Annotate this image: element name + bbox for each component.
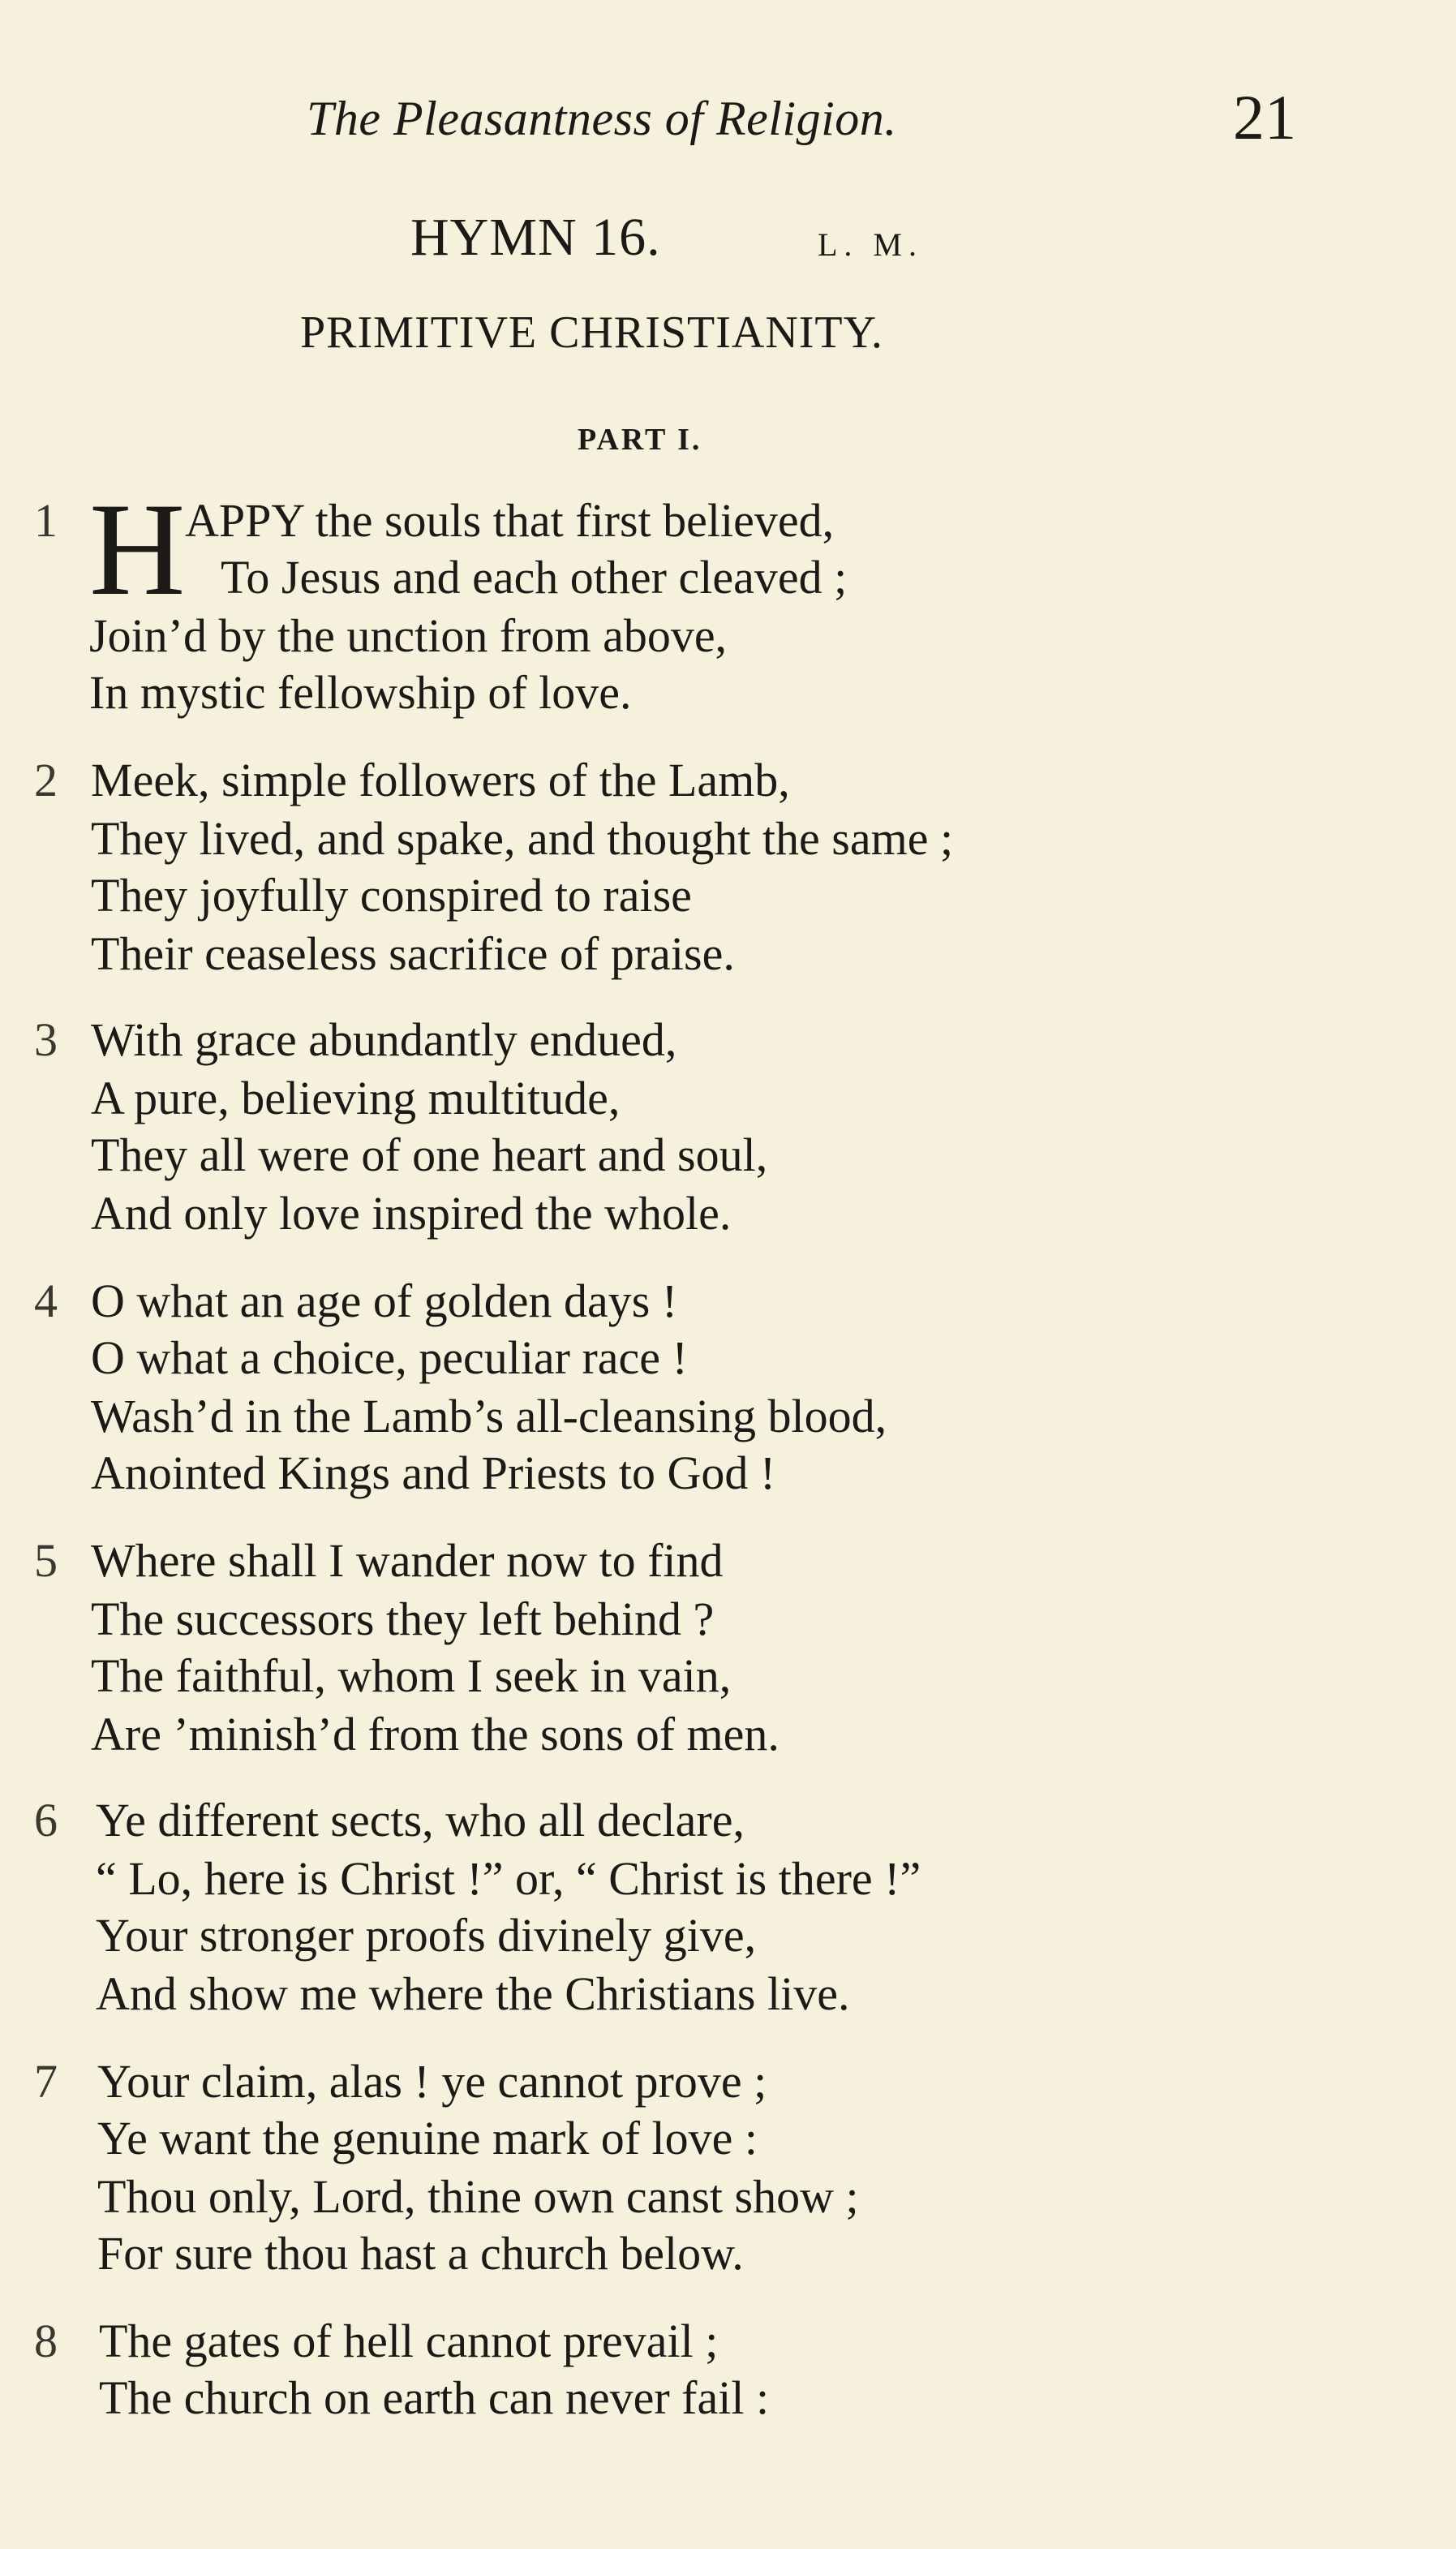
verse-line: To Jesus and each other cleaved ; bbox=[221, 551, 848, 604]
stanza-number: 8 bbox=[34, 2315, 58, 2367]
verse-line: They lived, and spake, and thought the same ; bbox=[91, 812, 954, 865]
hymn-meter: L. M. bbox=[818, 226, 923, 263]
verse-line: And show me where the Christians live. bbox=[96, 1967, 850, 2020]
part-heading: PART I. bbox=[578, 423, 702, 457]
stanza-number: 1 bbox=[34, 494, 58, 547]
verse-line: Anointed Kings and Priests to God ! bbox=[91, 1446, 776, 1499]
verse-line: Your stronger proofs divinely give, bbox=[96, 1909, 757, 1962]
stanza-number: 3 bbox=[34, 1013, 58, 1066]
stanza-number: 5 bbox=[34, 1534, 58, 1587]
hymn-title: HYMN 16. bbox=[410, 208, 661, 267]
verse-line: “ Lo, here is Christ !” or, “ Christ is there !” bbox=[96, 1852, 921, 1905]
verse-line: The faithful, whom I seek in vain, bbox=[91, 1649, 732, 1702]
verse-line: Where shall I wander now to find bbox=[91, 1534, 724, 1587]
verse-line: A pure, believing multitude, bbox=[91, 1072, 621, 1124]
verse-line: They joyfully conspired to raise bbox=[91, 869, 692, 922]
verse-line: The church on earth can never fail : bbox=[99, 2371, 770, 2424]
verse-line: The gates of hell cannot prevail ; bbox=[99, 2315, 719, 2367]
verse-line: O what an age of golden days ! bbox=[91, 1274, 678, 1327]
verse-line: Ye different sects, who all declare, bbox=[96, 1794, 745, 1846]
hymn-subtitle: PRIMITIVE CHRISTIANITY. bbox=[300, 307, 883, 358]
verse-line: O what a choice, peculiar race ! bbox=[91, 1331, 688, 1384]
verse-line: Join’d by the unction from above, bbox=[89, 609, 728, 662]
drop-cap: H bbox=[89, 476, 186, 623]
verse-line: With grace abundantly endued, bbox=[91, 1013, 677, 1066]
verse-line: Thou only, Lord, thine own canst show ; bbox=[97, 2170, 859, 2223]
stanza-number: 4 bbox=[34, 1274, 58, 1327]
verse-line: Your claim, alas ! ye cannot prove ; bbox=[97, 2055, 767, 2108]
stanza-number: 7 bbox=[34, 2055, 58, 2108]
verse-line: Are ’minish’d from the sons of men. bbox=[91, 1708, 780, 1760]
verse-line: And only love inspired the whole. bbox=[91, 1187, 732, 1240]
verse-line: APPY the souls that first believed, bbox=[185, 494, 835, 547]
verse-line: Ye want the genuine mark of love : bbox=[97, 2112, 758, 2164]
verse-line: Their ceaseless sacrifice of praise. bbox=[91, 927, 735, 980]
verse-line: The successors they left behind ? bbox=[91, 1593, 715, 1645]
stanza-number: 6 bbox=[34, 1794, 58, 1846]
running-head: The Pleasantness of Religion. bbox=[307, 92, 897, 145]
verse-line: In mystic fellowship of love. bbox=[89, 666, 632, 719]
stanza-number: 2 bbox=[34, 754, 58, 806]
page-number: 21 bbox=[1233, 82, 1296, 153]
verse-line: For sure thou hast a church below. bbox=[97, 2227, 744, 2280]
verse-line: Meek, simple followers of the Lamb, bbox=[91, 754, 790, 806]
verse-line: They all were of one heart and soul, bbox=[91, 1128, 768, 1181]
verse-line: Wash’d in the Lamb’s all-cleansing blood, bbox=[91, 1390, 887, 1442]
